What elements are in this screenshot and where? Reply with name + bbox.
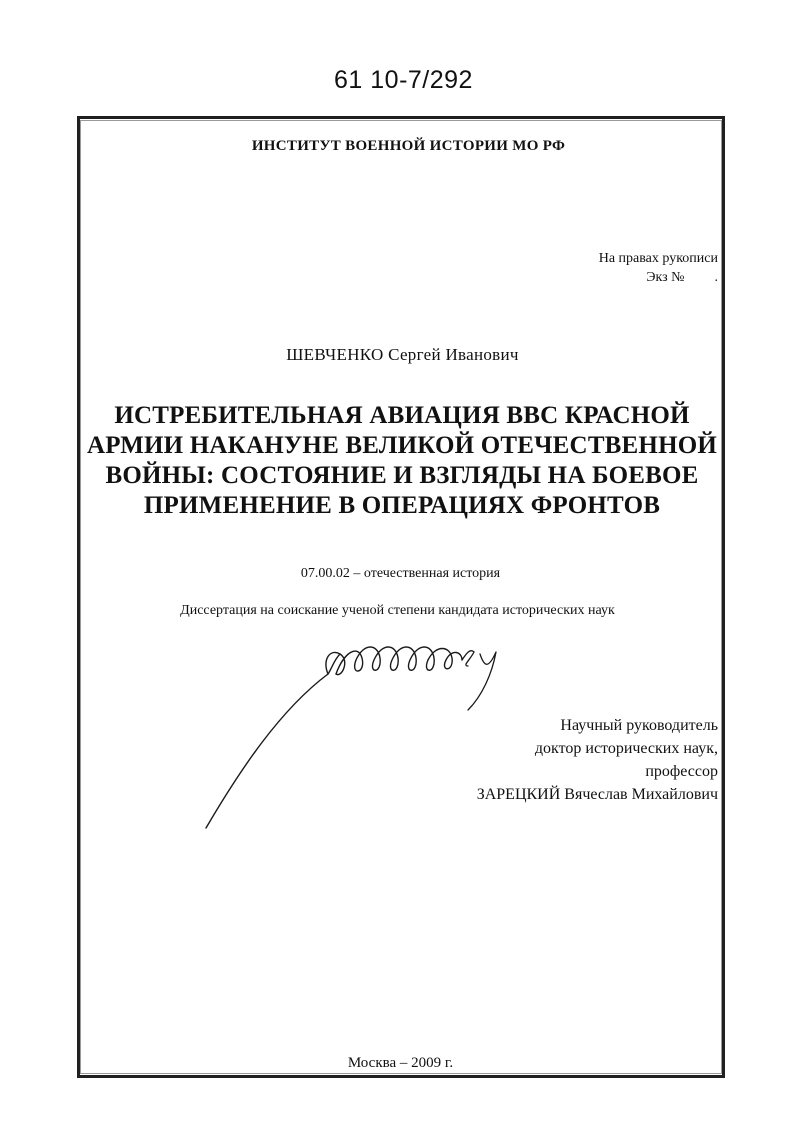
supervisor-name: ЗАРЕЦКИЙ Вячеслав Михайлович (476, 786, 718, 803)
supervisor-degree: доктор исторических наук, (534, 740, 718, 757)
dissertation-title (82, 401, 722, 521)
author-name: ШЕВЧЕНКО Сергей Иванович (286, 345, 519, 364)
handwritten-signature (200, 630, 510, 835)
title-line: ПРИМЕНЕНИЕ В ОПЕРАЦИЯХ ФРОНТОВ (143, 492, 661, 519)
supervisor-rank: профессор (645, 763, 718, 780)
institute-heading: ИНСТИТУТ ВОЕННОЙ ИСТОРИИ МО РФ (251, 138, 566, 154)
title-line: ИСТРЕБИТЕЛЬНАЯ АВИАЦИЯ ВВС КРАСНОЙ (114, 402, 690, 429)
scientific-supervisor-block (477, 714, 718, 806)
manuscript-rights-block (599, 249, 718, 287)
supervisor-role: Научный руководитель (560, 717, 718, 734)
copy-number-line (599, 268, 718, 287)
specialty-code: 07.00.02 – отечественная история (300, 566, 501, 581)
manuscript-rights-label: На правах рукописи (598, 251, 718, 266)
city-year: Москва – 2009 г. (347, 1055, 454, 1071)
copy-number-label: Экз № (646, 270, 685, 285)
copy-number-dot: . (714, 270, 718, 285)
archive-stamp-number: 61 10-7/292 (334, 66, 473, 94)
title-line: АРМИИ НАКАНУНЕ ВЕЛИКОЙ ОТЕЧЕСТВЕННОЙ (86, 432, 718, 459)
degree-statement: Диссертация на соискание ученой степени кандидата исторических наук (180, 603, 615, 618)
title-line: ВОЙНЫ: СОСТОЯНИЕ И ВЗГЛЯДЫ НА БОЕВОЕ (105, 462, 699, 489)
